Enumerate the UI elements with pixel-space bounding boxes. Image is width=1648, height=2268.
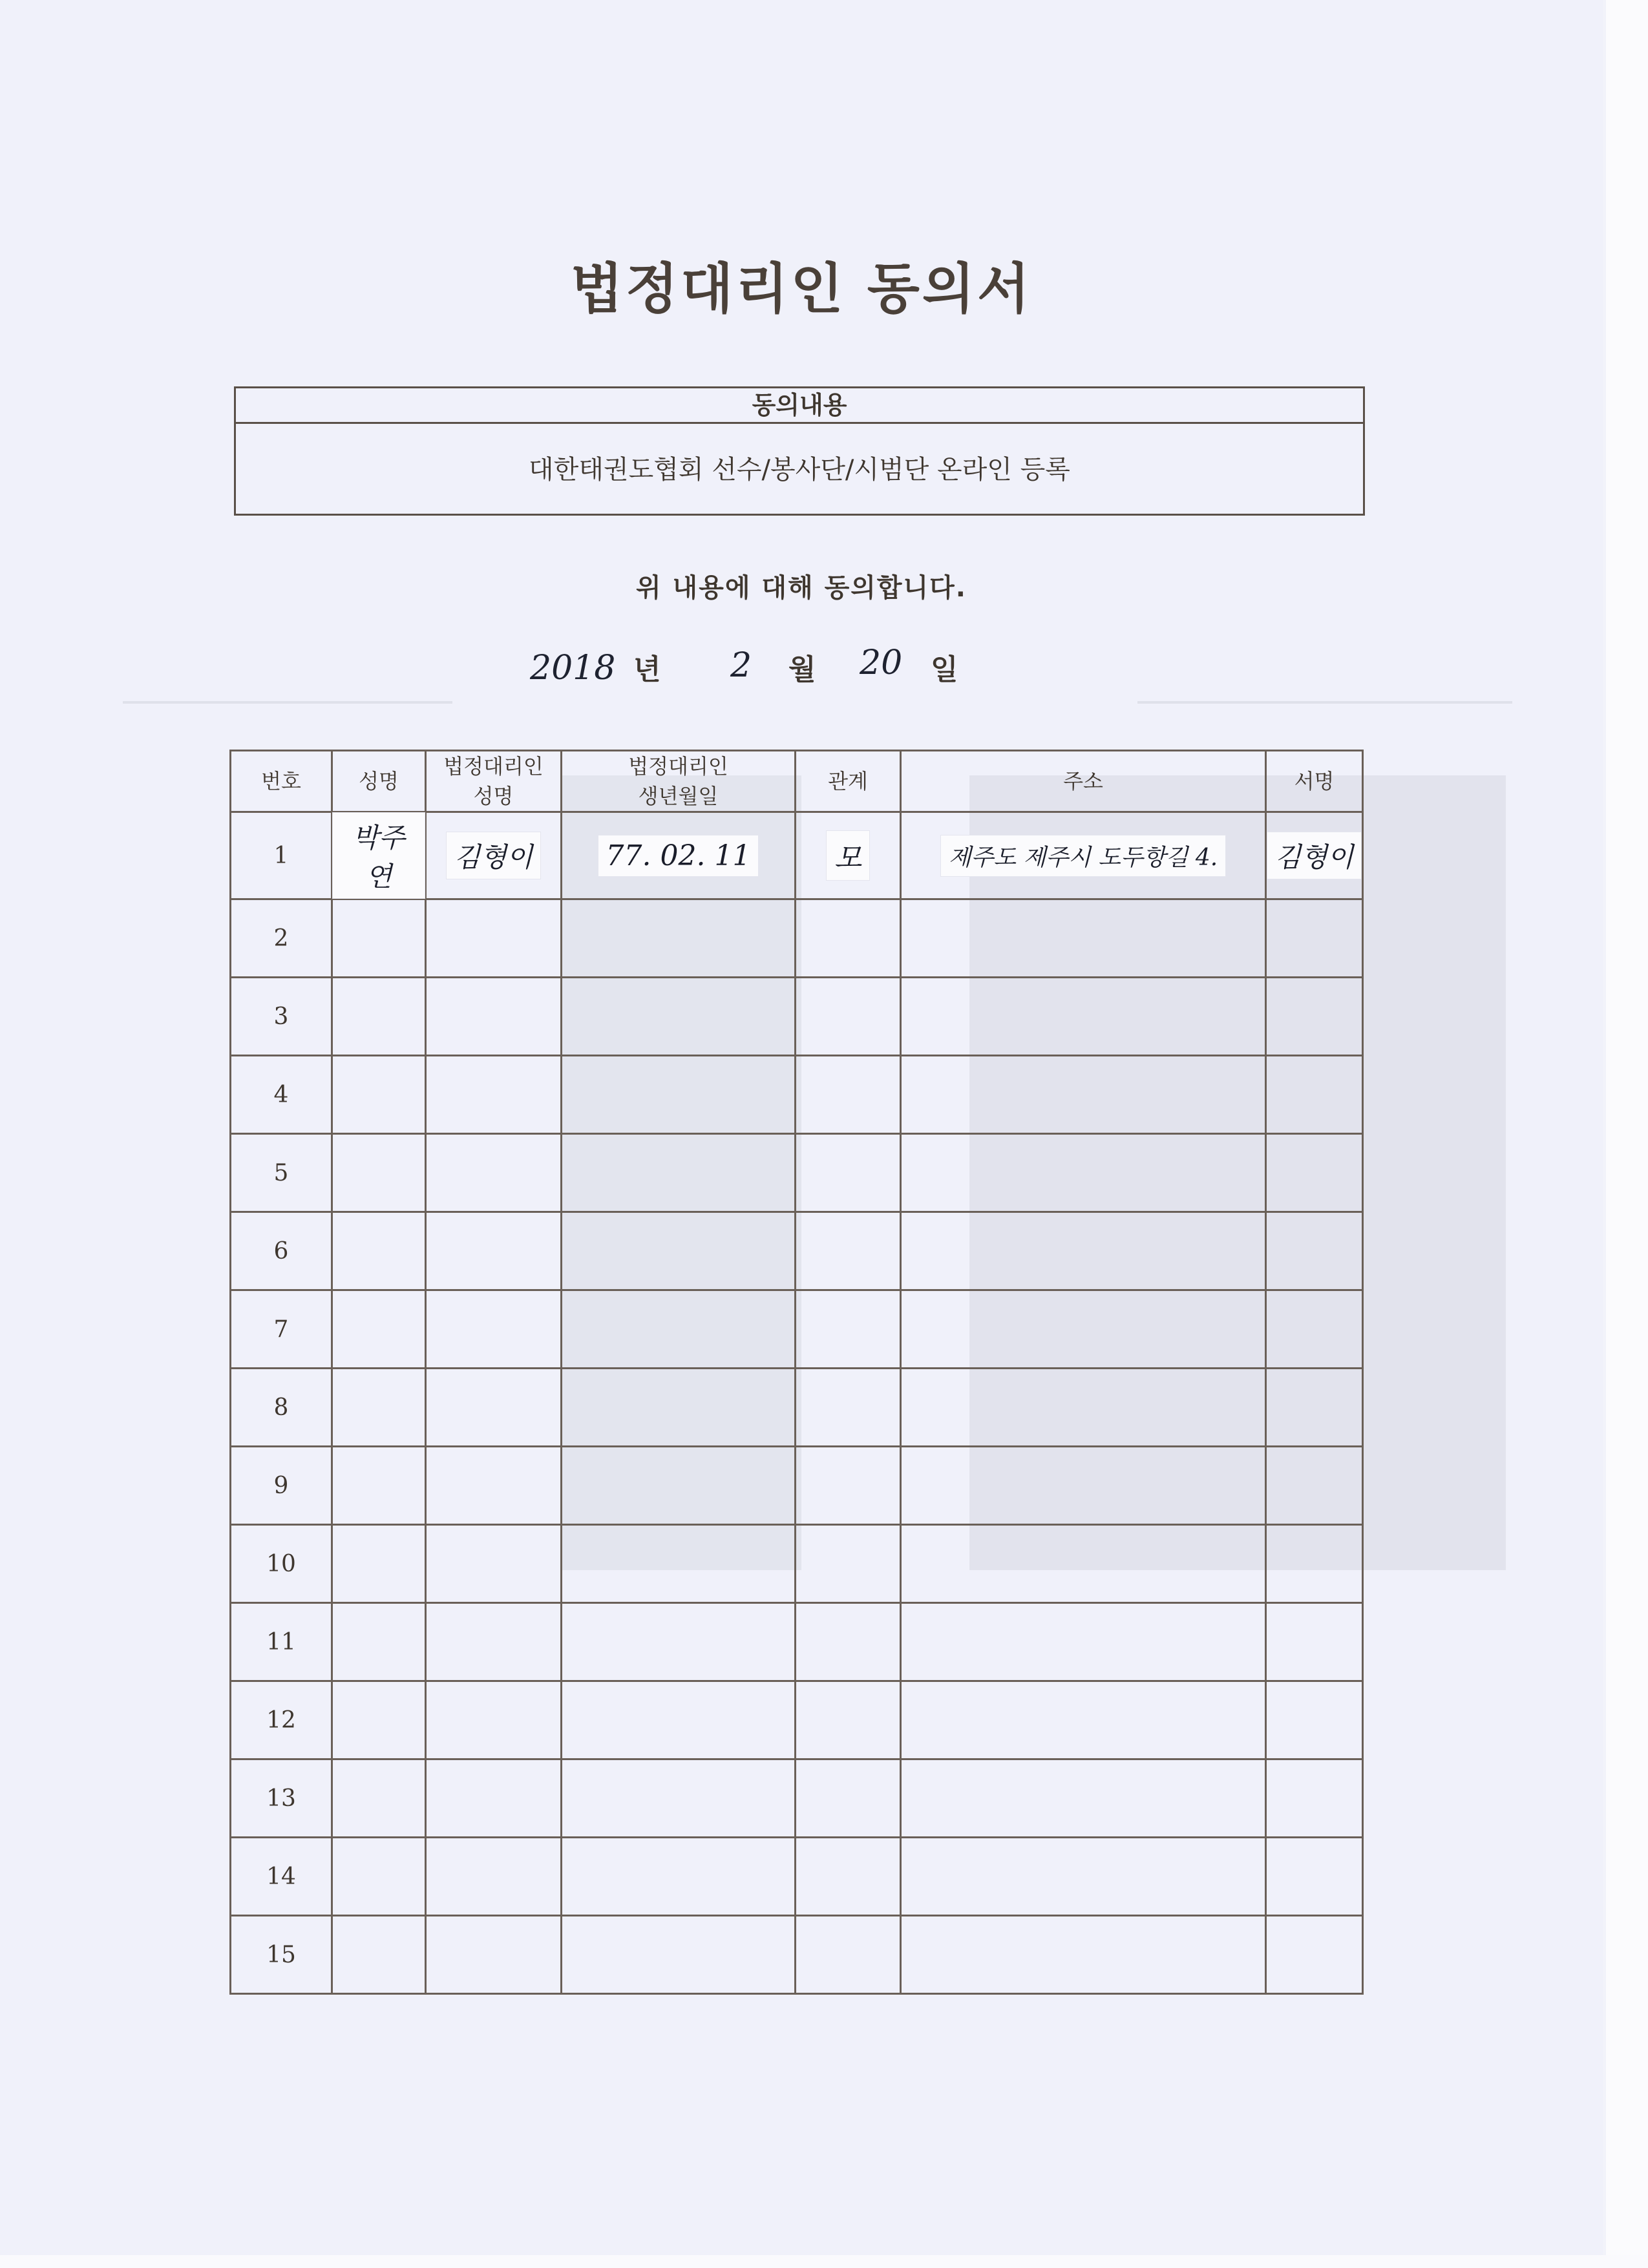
row-signature [1266,978,1363,1056]
row-guardian-birth [562,1838,796,1916]
header-relation: 관계 [796,751,901,812]
header-name: 성명 [332,751,426,812]
row-guardian-name [426,978,562,1056]
row-name [332,1603,426,1681]
table-row [231,1603,1363,1681]
row-signature [1266,899,1363,978]
row-relation [796,1369,901,1447]
table-row [231,1447,1363,1525]
table-row [231,1916,1363,1994]
row-guardian-name [426,1916,562,1994]
row-address [901,1525,1266,1603]
row-signature [1266,1838,1363,1916]
table-row [231,1525,1363,1603]
row-guardian-birth [562,1759,796,1838]
row-guardian-birth [562,978,796,1056]
row-number: 6 [231,1212,332,1290]
row-number: 2 [231,899,332,978]
table-row [231,1759,1363,1838]
row-guardian-name [426,1369,562,1447]
row-address-handwriting: 제주도 제주시 도두항길 4. [941,835,1225,876]
row-number: 3 [231,978,332,1056]
row-address [901,1056,1266,1134]
date-day-label: 일 [931,653,958,686]
row-address [901,1838,1266,1916]
row-address [901,1369,1266,1447]
header-signature: 서명 [1266,751,1363,812]
row-name [332,978,426,1056]
row-guardian-birth [562,1290,796,1369]
row-name [332,1916,426,1994]
date-year-value: 2018 [530,649,616,688]
row-number: 4 [231,1056,332,1134]
agree-statement: 위 내용에 대해 동의합니다. [635,573,967,603]
row-address [901,1212,1266,1290]
row-address [901,1759,1266,1838]
row-name [332,1056,426,1134]
row-name [332,1838,426,1916]
row-guardian-name [426,1838,562,1916]
row-guardian-name-handwriting: 김형이 [447,832,541,879]
row-address [901,1290,1266,1369]
row-name [332,899,426,978]
row-guardian-birth [562,1447,796,1525]
row-guardian-name [426,1447,562,1525]
row-relation [796,1134,901,1212]
row-relation [796,1056,901,1134]
row-guardian-birth [562,899,796,978]
row-signature [1266,1525,1363,1603]
row-guardian-birth [562,1525,796,1603]
row-signature [1266,1369,1363,1447]
row-guardian-name [426,1759,562,1838]
row-name [332,1369,426,1447]
row-number: 13 [231,1759,332,1838]
row-relation [796,1290,901,1369]
row-guardian-birth [562,1369,796,1447]
row-number: 15 [231,1916,332,1994]
row-number: 7 [231,1290,332,1369]
table-row [231,1134,1363,1212]
row-number: 14 [231,1838,332,1916]
header-guardian-name: 법정대리인 성명 [426,751,562,812]
row-signature [1266,1681,1363,1759]
row-name [332,1681,426,1759]
row-name-handwriting: 박주연 [333,813,425,898]
table-header-row [231,751,1363,812]
consent-body: 대한태권도협회 선수/봉사단/시범단 온라인 등록 [529,455,1070,485]
row-number: 1 [231,812,332,899]
row-address [901,1681,1266,1759]
table-row [231,1369,1363,1447]
row-name [332,1290,426,1369]
row-signature [1266,1759,1363,1838]
row-guardian-name [426,1212,562,1290]
ghost-line [123,701,452,704]
ghost-line [1137,701,1512,704]
row-number: 8 [231,1369,332,1447]
row-name [332,1447,426,1525]
row-name [332,1134,426,1212]
row-number: 12 [231,1681,332,1759]
row-relation [796,1681,901,1759]
table-row [231,1212,1363,1290]
row-name [332,1525,426,1603]
row-guardian-birth [562,1681,796,1759]
scan-edge-right [1606,0,1648,2268]
row-address [901,1916,1266,1994]
table-row [231,1681,1363,1759]
row-signature [1266,1290,1363,1369]
row-relation [796,1212,901,1290]
row-relation [796,1603,901,1681]
row-relation [796,899,901,978]
row-relation [796,1916,901,1994]
table-row [231,1056,1363,1134]
row-number: 11 [231,1603,332,1681]
row-guardian-birth [562,812,796,899]
table-row [231,978,1363,1056]
row-name [332,812,426,899]
date-month-value: 2 [730,646,752,685]
row-guardian-birth [562,1134,796,1212]
consent-header: 동의내용 [236,388,1363,424]
row-guardian-birth [562,1603,796,1681]
row-guardian-birth [562,1916,796,1994]
row-relation [796,1525,901,1603]
row-relation [796,812,901,899]
row-guardian-name [426,1681,562,1759]
row-relation-handwriting: 모 [827,831,870,880]
row-name [332,1212,426,1290]
row-address [901,1447,1266,1525]
header-address: 주소 [901,751,1266,812]
table-row [231,1290,1363,1369]
row-address [901,899,1266,978]
row-signature [1266,1056,1363,1134]
row-number: 5 [231,1134,332,1212]
header-no: 번호 [231,751,332,812]
row-guardian-name [426,1134,562,1212]
scan-edge-bottom [0,2255,1648,2268]
date-year-label: 년 [633,653,661,686]
row-number: 9 [231,1447,332,1525]
date-day-value: 20 [860,644,903,682]
row-address [901,812,1266,899]
row-address [901,978,1266,1056]
row-guardian-birth [562,1212,796,1290]
page-title: 법정대리인 동의서 [570,257,1033,320]
row-signature [1266,1134,1363,1212]
row-signature-handwriting: 김형이 [1267,832,1362,879]
guardian-table [229,750,1364,1995]
row-address [901,1603,1266,1681]
date-month-label: 월 [788,653,816,686]
row-relation [796,1838,901,1916]
row-guardian-name [426,1525,562,1603]
row-signature [1266,1212,1363,1290]
row-guardian-name [426,812,562,899]
row-signature [1266,812,1363,899]
row-number: 10 [231,1525,332,1603]
header-guardian-birth: 법정대리인 생년월일 [562,751,796,812]
row-relation [796,978,901,1056]
row-signature [1266,1603,1363,1681]
row-address [901,1134,1266,1212]
row-signature [1266,1916,1363,1994]
row-guardian-birth [562,1056,796,1134]
row-signature [1266,1447,1363,1525]
row-guardian-name [426,1290,562,1369]
table-row [231,1838,1363,1916]
row-name [332,1759,426,1838]
row-guardian-name [426,899,562,978]
row-guardian-name [426,1603,562,1681]
row-guardian-birth-handwriting: 77. 02. 11 [598,835,759,876]
row-relation [796,1447,901,1525]
row-relation [796,1759,901,1838]
consent-box [234,386,1365,516]
table-row [231,812,1363,899]
table-row [231,899,1363,978]
row-guardian-name [426,1056,562,1134]
